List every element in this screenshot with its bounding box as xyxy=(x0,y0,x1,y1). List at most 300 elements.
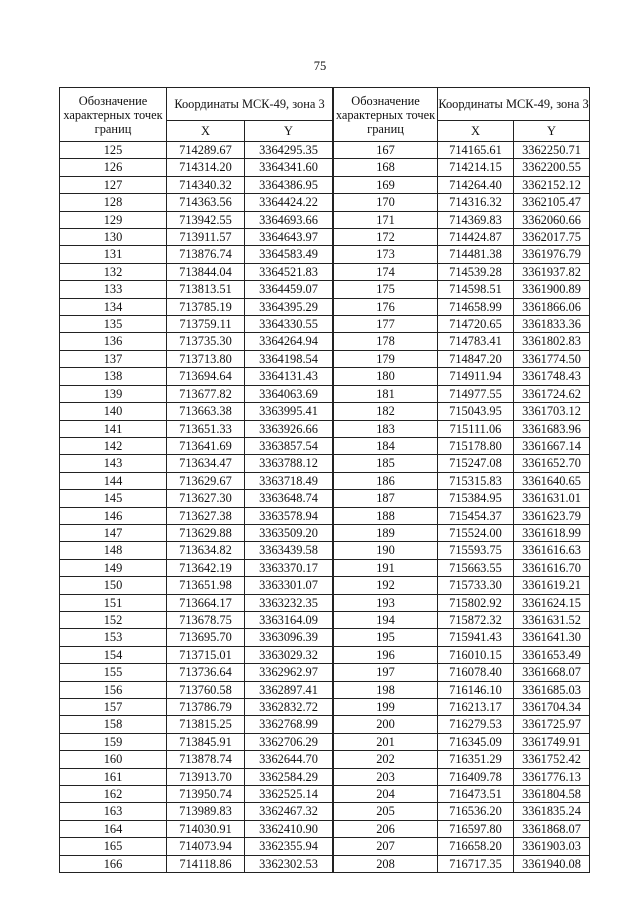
table-row xyxy=(334,368,590,385)
point-id-cell: 196 xyxy=(334,646,438,663)
point-id-cell: 138 xyxy=(60,368,167,385)
x-coordinate-cell: 713786.79 xyxy=(167,699,245,716)
point-id-cell: 155 xyxy=(60,664,167,681)
x-coordinate-cell: 714424.87 xyxy=(438,229,514,246)
table-row xyxy=(334,211,590,228)
x-coordinate-cell: 713629.67 xyxy=(167,472,245,489)
point-id-cell: 132 xyxy=(60,263,167,280)
y-coordinate-cell: 3362525.14 xyxy=(245,786,333,803)
x-coordinate-cell: 715524.00 xyxy=(438,524,514,541)
point-id-cell: 137 xyxy=(60,350,167,367)
y-coordinate-cell: 3361623.79 xyxy=(514,507,590,524)
table-row xyxy=(60,646,333,663)
x-coordinate-cell: 713735.30 xyxy=(167,333,245,350)
y-coordinate-cell: 3361804.58 xyxy=(514,786,590,803)
point-id-cell: 185 xyxy=(334,455,438,472)
y-coordinate-cell: 3364521.83 xyxy=(245,263,333,280)
table-row xyxy=(334,855,590,872)
y-coordinate-cell: 3361704.34 xyxy=(514,699,590,716)
point-id-cell: 133 xyxy=(60,281,167,298)
table-row xyxy=(334,316,590,333)
table-row xyxy=(60,298,333,315)
point-id-cell: 170 xyxy=(334,194,438,211)
y-coordinate-cell: 3361631.01 xyxy=(514,490,590,507)
point-id-cell: 159 xyxy=(60,733,167,750)
y-coordinate-cell: 3361624.15 xyxy=(514,594,590,611)
x-coordinate-cell: 715872.32 xyxy=(438,611,514,628)
x-coordinate-cell: 713760.58 xyxy=(167,681,245,698)
point-id-cell: 181 xyxy=(334,385,438,402)
point-id-cell: 182 xyxy=(334,403,438,420)
x-coordinate-cell: 715043.95 xyxy=(438,403,514,420)
table-row xyxy=(60,350,333,367)
point-id-cell: 154 xyxy=(60,646,167,663)
x-coordinate-cell: 713663.38 xyxy=(167,403,245,420)
y-coordinate-cell: 3364395.29 xyxy=(245,298,333,315)
x-coordinate-cell: 714658.99 xyxy=(438,298,514,315)
x-coordinate-cell: 716597.80 xyxy=(438,820,514,837)
point-id-cell: 183 xyxy=(334,420,438,437)
y-coordinate-cell: 3361703.12 xyxy=(514,403,590,420)
point-id-cell: 173 xyxy=(334,246,438,263)
x-coordinate-cell: 713911.57 xyxy=(167,229,245,246)
y-coordinate-cell: 3361802.83 xyxy=(514,333,590,350)
point-id-cell: 187 xyxy=(334,490,438,507)
table-row xyxy=(334,751,590,768)
page-number: 75 xyxy=(313,59,327,73)
coordinates-table-right xyxy=(333,87,590,873)
point-id-cell: 176 xyxy=(334,298,438,315)
point-id-cell: 145 xyxy=(60,490,167,507)
point-id-cell: 153 xyxy=(60,629,167,646)
y-coordinate-cell: 3362410.90 xyxy=(245,820,333,837)
x-coordinate-cell: 713942.55 xyxy=(167,211,245,228)
point-id-cell: 191 xyxy=(334,559,438,576)
point-id-cell: 129 xyxy=(60,211,167,228)
x-coordinate-cell: 713627.38 xyxy=(167,507,245,524)
table-row xyxy=(60,664,333,681)
x-coordinate-cell: 715111.06 xyxy=(438,420,514,437)
y-coordinate-cell: 3361640.65 xyxy=(514,472,590,489)
y-coordinate-cell: 3361752.42 xyxy=(514,751,590,768)
table-row xyxy=(60,542,333,559)
table-row xyxy=(60,611,333,628)
table-row xyxy=(60,472,333,489)
point-id-cell: 142 xyxy=(60,437,167,454)
x-coordinate-cell: 714720.65 xyxy=(438,316,514,333)
table-row xyxy=(60,733,333,750)
y-coordinate-cell: 3361619.21 xyxy=(514,577,590,594)
table-row xyxy=(334,786,590,803)
y-coordinate-cell: 3361641.30 xyxy=(514,629,590,646)
table-row xyxy=(60,786,333,803)
table-row xyxy=(334,542,590,559)
x-coordinate-cell: 713642.19 xyxy=(167,559,245,576)
table-row xyxy=(60,142,333,159)
point-id-cell: 131 xyxy=(60,246,167,263)
x-coordinate-cell: 713634.47 xyxy=(167,455,245,472)
y-coordinate-cell: 3361652.70 xyxy=(514,455,590,472)
x-coordinate-cell: 713876.74 xyxy=(167,246,245,263)
y-coordinate-cell: 3363439.58 xyxy=(245,542,333,559)
table-row xyxy=(60,820,333,837)
point-id-cell: 199 xyxy=(334,699,438,716)
x-coordinate-cell: 713785.19 xyxy=(167,298,245,315)
x-coordinate-cell: 715454.37 xyxy=(438,507,514,524)
table-row xyxy=(334,246,590,263)
table-row xyxy=(60,559,333,576)
point-id-cell: 152 xyxy=(60,611,167,628)
table-row xyxy=(334,490,590,507)
point-id-cell: 135 xyxy=(60,316,167,333)
y-coordinate-cell: 3361685.03 xyxy=(514,681,590,698)
x-coordinate-cell: 713713.80 xyxy=(167,350,245,367)
y-coordinate-cell: 3361868.07 xyxy=(514,820,590,837)
point-id-cell: 194 xyxy=(334,611,438,628)
x-coordinate-cell: 713950.74 xyxy=(167,786,245,803)
table-row xyxy=(334,629,590,646)
point-id-cell: 188 xyxy=(334,507,438,524)
y-coordinate-cell: 3361776.13 xyxy=(514,768,590,785)
x-coordinate-cell: 715663.55 xyxy=(438,559,514,576)
table-row xyxy=(60,577,333,594)
y-coordinate-cell: 3361976.79 xyxy=(514,246,590,263)
y-coordinate-cell: 3364643.97 xyxy=(245,229,333,246)
y-coordinate-cell: 3363926.66 xyxy=(245,420,333,437)
x-coordinate-cell: 713678.75 xyxy=(167,611,245,628)
table-row xyxy=(334,263,590,280)
table-row xyxy=(60,681,333,698)
table-row xyxy=(334,350,590,367)
y-coordinate-cell: 3361774.50 xyxy=(514,350,590,367)
x-coordinate-cell: 714539.28 xyxy=(438,263,514,280)
x-coordinate-cell: 714340.32 xyxy=(167,176,245,193)
table-row xyxy=(60,455,333,472)
point-id-cell: 127 xyxy=(60,176,167,193)
table-row xyxy=(60,594,333,611)
y-coordinate-cell: 3364063.69 xyxy=(245,385,333,402)
y-coordinate-cell: 3361631.52 xyxy=(514,611,590,628)
point-id-cell: 162 xyxy=(60,786,167,803)
point-id-cell: 189 xyxy=(334,524,438,541)
coordinates-table-left xyxy=(59,87,333,873)
x-column-header: X xyxy=(167,121,245,142)
table-row xyxy=(334,716,590,733)
y-coordinate-cell: 3364295.35 xyxy=(245,142,333,159)
point-id-cell: 134 xyxy=(60,298,167,315)
x-coordinate-cell: 713815.25 xyxy=(167,716,245,733)
y-coordinate-cell: 3361616.63 xyxy=(514,542,590,559)
y-coordinate-cell: 3363718.49 xyxy=(245,472,333,489)
table-row xyxy=(334,507,590,524)
point-id-cell: 146 xyxy=(60,507,167,524)
y-coordinate-cell: 3363096.39 xyxy=(245,629,333,646)
y-coordinate-cell: 3361903.03 xyxy=(514,838,590,855)
table-row xyxy=(334,455,590,472)
x-coordinate-cell: 714847.20 xyxy=(438,350,514,367)
point-id-cell: 143 xyxy=(60,455,167,472)
x-coordinate-cell: 713651.33 xyxy=(167,420,245,437)
y-coordinate-cell: 3363648.74 xyxy=(245,490,333,507)
table-row xyxy=(60,176,333,193)
x-coordinate-cell: 713651.98 xyxy=(167,577,245,594)
x-coordinate-cell: 716078.40 xyxy=(438,664,514,681)
table-row xyxy=(60,855,333,872)
point-id-cell: 125 xyxy=(60,142,167,159)
point-id-cell: 206 xyxy=(334,820,438,837)
table-row xyxy=(334,838,590,855)
y-coordinate-cell: 3363164.09 xyxy=(245,611,333,628)
point-id-cell: 130 xyxy=(60,229,167,246)
point-id-cell: 202 xyxy=(334,751,438,768)
table-row xyxy=(334,820,590,837)
x-coordinate-cell: 715315.83 xyxy=(438,472,514,489)
table-row xyxy=(334,142,590,159)
x-coordinate-cell: 715593.75 xyxy=(438,542,514,559)
x-coordinate-cell: 714369.83 xyxy=(438,211,514,228)
x-coordinate-cell: 716351.29 xyxy=(438,751,514,768)
point-id-cell: 151 xyxy=(60,594,167,611)
table-row xyxy=(334,646,590,663)
y-coordinate-cell: 3362768.99 xyxy=(245,716,333,733)
y-coordinate-cell: 3364693.66 xyxy=(245,211,333,228)
x-coordinate-cell: 713677.82 xyxy=(167,385,245,402)
x-coordinate-cell: 715247.08 xyxy=(438,455,514,472)
x-coordinate-cell: 714598.51 xyxy=(438,281,514,298)
point-id-cell: 160 xyxy=(60,751,167,768)
x-coordinate-cell: 713695.70 xyxy=(167,629,245,646)
y-coordinate-cell: 3362017.75 xyxy=(514,229,590,246)
table-row xyxy=(334,803,590,820)
point-id-cell: 150 xyxy=(60,577,167,594)
y-coordinate-cell: 3363995.41 xyxy=(245,403,333,420)
point-id-cell: 186 xyxy=(334,472,438,489)
y-coordinate-cell: 3362152.12 xyxy=(514,176,590,193)
point-id-cell: 203 xyxy=(334,768,438,785)
x-coordinate-cell: 713913.70 xyxy=(167,768,245,785)
table-row xyxy=(60,524,333,541)
y-coordinate-cell: 3361866.06 xyxy=(514,298,590,315)
point-id-cell: 172 xyxy=(334,229,438,246)
point-id-cell: 190 xyxy=(334,542,438,559)
point-id-cell: 204 xyxy=(334,786,438,803)
table-row xyxy=(60,263,333,280)
table-header xyxy=(334,88,590,142)
y-coordinate-cell: 3363232.35 xyxy=(245,594,333,611)
y-coordinate-cell: 3364198.54 xyxy=(245,350,333,367)
x-coordinate-cell: 715384.95 xyxy=(438,490,514,507)
table-row xyxy=(334,194,590,211)
x-coordinate-cell: 713664.17 xyxy=(167,594,245,611)
y-coordinate-cell: 3363370.17 xyxy=(245,559,333,576)
x-coordinate-cell: 714289.67 xyxy=(167,142,245,159)
point-id-cell: 165 xyxy=(60,838,167,855)
point-id-cell: 168 xyxy=(334,159,438,176)
table-row xyxy=(60,211,333,228)
y-coordinate-cell: 3361900.89 xyxy=(514,281,590,298)
x-coordinate-cell: 713878.74 xyxy=(167,751,245,768)
table-row xyxy=(334,333,590,350)
y-coordinate-cell: 3362584.29 xyxy=(245,768,333,785)
table-row xyxy=(60,629,333,646)
x-coordinate-cell: 714073.94 xyxy=(167,838,245,855)
y-coordinate-cell: 3361937.82 xyxy=(514,263,590,280)
y-coordinate-cell: 3361749.91 xyxy=(514,733,590,750)
point-id-cell: 205 xyxy=(334,803,438,820)
table-row xyxy=(60,385,333,402)
y-coordinate-cell: 3363788.12 xyxy=(245,455,333,472)
table-row xyxy=(60,803,333,820)
x-coordinate-cell: 716010.15 xyxy=(438,646,514,663)
x-coordinate-cell: 716213.17 xyxy=(438,699,514,716)
coordinates-group-header: Координаты МСК-49, зона 3 xyxy=(438,88,590,121)
point-label-header: Обозначение характерных точек границ xyxy=(60,88,167,142)
x-coordinate-cell: 713845.91 xyxy=(167,733,245,750)
table-row xyxy=(60,403,333,420)
point-id-cell: 139 xyxy=(60,385,167,402)
y-coordinate-cell: 3362644.70 xyxy=(245,751,333,768)
point-id-cell: 208 xyxy=(334,855,438,872)
point-id-cell: 164 xyxy=(60,820,167,837)
point-id-cell: 178 xyxy=(334,333,438,350)
y-coordinate-cell: 3361833.36 xyxy=(514,316,590,333)
table-row xyxy=(334,681,590,698)
x-coordinate-cell: 713759.11 xyxy=(167,316,245,333)
x-coordinate-cell: 715941.43 xyxy=(438,629,514,646)
x-coordinate-cell: 715733.30 xyxy=(438,577,514,594)
y-coordinate-cell: 3361667.14 xyxy=(514,437,590,454)
x-coordinate-cell: 716658.20 xyxy=(438,838,514,855)
table-row xyxy=(60,229,333,246)
point-id-cell: 195 xyxy=(334,629,438,646)
y-coordinate-cell: 3362897.41 xyxy=(245,681,333,698)
y-coordinate-cell: 3363857.54 xyxy=(245,437,333,454)
point-label-header: Обозначение характерных точек границ xyxy=(334,88,438,142)
y-coordinate-cell: 3362355.94 xyxy=(245,838,333,855)
table-row xyxy=(60,281,333,298)
y-column-header: Y xyxy=(514,121,590,142)
table-row xyxy=(60,333,333,350)
point-id-cell: 144 xyxy=(60,472,167,489)
table-row xyxy=(334,281,590,298)
y-coordinate-cell: 3363509.20 xyxy=(245,524,333,541)
x-coordinate-cell: 714264.40 xyxy=(438,176,514,193)
x-coordinate-cell: 714214.15 xyxy=(438,159,514,176)
x-coordinate-cell: 713989.83 xyxy=(167,803,245,820)
y-coordinate-cell: 3364341.60 xyxy=(245,159,333,176)
y-coordinate-cell: 3362706.29 xyxy=(245,733,333,750)
x-coordinate-cell: 714363.56 xyxy=(167,194,245,211)
point-id-cell: 128 xyxy=(60,194,167,211)
x-coordinate-cell: 713629.88 xyxy=(167,524,245,541)
table-row xyxy=(60,194,333,211)
y-coordinate-cell: 3361835.24 xyxy=(514,803,590,820)
point-id-cell: 147 xyxy=(60,524,167,541)
point-id-cell: 156 xyxy=(60,681,167,698)
x-coordinate-cell: 716146.10 xyxy=(438,681,514,698)
x-coordinate-cell: 716345.09 xyxy=(438,733,514,750)
y-coordinate-cell: 3363029.32 xyxy=(245,646,333,663)
table-row xyxy=(334,577,590,594)
table-row xyxy=(334,664,590,681)
y-coordinate-cell: 3361618.99 xyxy=(514,524,590,541)
x-coordinate-cell: 714316.32 xyxy=(438,194,514,211)
table-row xyxy=(334,176,590,193)
table-row xyxy=(60,159,333,176)
point-id-cell: 149 xyxy=(60,559,167,576)
x-coordinate-cell: 714783.41 xyxy=(438,333,514,350)
y-coordinate-cell: 3364424.22 xyxy=(245,194,333,211)
y-coordinate-cell: 3364459.07 xyxy=(245,281,333,298)
point-id-cell: 177 xyxy=(334,316,438,333)
y-coordinate-cell: 3362302.53 xyxy=(245,855,333,872)
table-body xyxy=(60,142,333,873)
x-coordinate-cell: 713736.64 xyxy=(167,664,245,681)
x-coordinate-cell: 716717.35 xyxy=(438,855,514,872)
table-row xyxy=(60,751,333,768)
coordinates-group-header: Координаты МСК-49, зона 3 xyxy=(167,88,333,121)
y-coordinate-cell: 3363301.07 xyxy=(245,577,333,594)
table-row xyxy=(60,716,333,733)
x-coordinate-cell: 714118.86 xyxy=(167,855,245,872)
point-id-cell: 198 xyxy=(334,681,438,698)
table-row xyxy=(334,403,590,420)
table-body xyxy=(334,142,590,873)
x-coordinate-cell: 716409.78 xyxy=(438,768,514,785)
table-row xyxy=(334,298,590,315)
y-coordinate-cell: 3361940.08 xyxy=(514,855,590,872)
table-row xyxy=(60,490,333,507)
y-coordinate-cell: 3363578.94 xyxy=(245,507,333,524)
point-id-cell: 163 xyxy=(60,803,167,820)
x-coordinate-cell: 713715.01 xyxy=(167,646,245,663)
table-header xyxy=(60,88,333,142)
x-coordinate-cell: 716473.51 xyxy=(438,786,514,803)
point-id-cell: 148 xyxy=(60,542,167,559)
table-row xyxy=(334,733,590,750)
x-coordinate-cell: 716279.53 xyxy=(438,716,514,733)
y-coordinate-cell: 3364583.49 xyxy=(245,246,333,263)
point-id-cell: 184 xyxy=(334,437,438,454)
table-row xyxy=(334,472,590,489)
point-id-cell: 174 xyxy=(334,263,438,280)
y-coordinate-cell: 3362832.72 xyxy=(245,699,333,716)
point-id-cell: 157 xyxy=(60,699,167,716)
table-row xyxy=(334,611,590,628)
x-coordinate-cell: 714481.38 xyxy=(438,246,514,263)
x-coordinate-cell: 716536.20 xyxy=(438,803,514,820)
point-id-cell: 197 xyxy=(334,664,438,681)
point-id-cell: 169 xyxy=(334,176,438,193)
x-column-header: X xyxy=(438,121,514,142)
table-row xyxy=(334,559,590,576)
y-coordinate-cell: 3361653.49 xyxy=(514,646,590,663)
table-row xyxy=(60,316,333,333)
y-coordinate-cell: 3362467.32 xyxy=(245,803,333,820)
y-coordinate-cell: 3362250.71 xyxy=(514,142,590,159)
point-id-cell: 200 xyxy=(334,716,438,733)
table-row xyxy=(60,507,333,524)
x-coordinate-cell: 715802.92 xyxy=(438,594,514,611)
y-coordinate-cell: 3362200.55 xyxy=(514,159,590,176)
y-coordinate-cell: 3361668.07 xyxy=(514,664,590,681)
point-id-cell: 175 xyxy=(334,281,438,298)
point-id-cell: 207 xyxy=(334,838,438,855)
table-row xyxy=(60,768,333,785)
table-row xyxy=(60,699,333,716)
y-coordinate-cell: 3362962.97 xyxy=(245,664,333,681)
point-id-cell: 171 xyxy=(334,211,438,228)
